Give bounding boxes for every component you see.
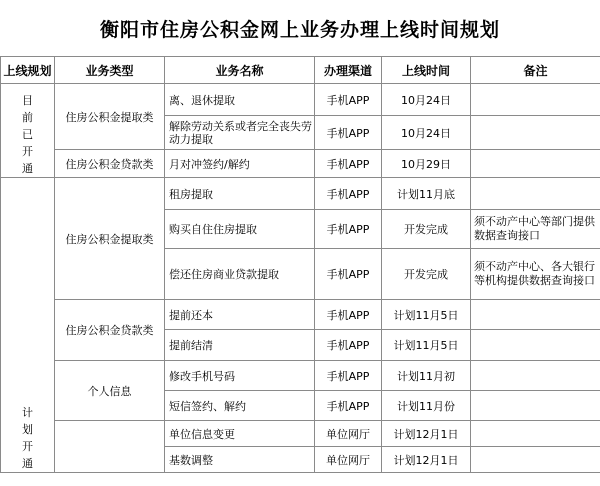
- table-row: [1, 178, 600, 210]
- business-name: 单位信息变更: [165, 421, 315, 447]
- group-planned-label: 计 划 开 通: [22, 406, 33, 470]
- note: [471, 447, 600, 473]
- launch-time: 计划11月5日: [382, 300, 471, 330]
- business-name: 基数调整: [165, 447, 315, 473]
- header-channel: 办理渠道: [315, 57, 382, 84]
- channel: 手机APP: [315, 249, 382, 300]
- group-current: [1, 84, 55, 178]
- launch-time: 10月29日: [382, 150, 471, 178]
- channel: 手机APP: [315, 391, 382, 421]
- group-planned: [1, 178, 55, 473]
- note: 须不动产中心等部门提供数据查询接口: [471, 210, 600, 249]
- business-name: 提前结清: [165, 330, 315, 361]
- business-name: 提前还本: [165, 300, 315, 330]
- note: 须不动产中心、各大银行等机构提供数据查询接口: [471, 249, 600, 300]
- type-loan-planned: 住房公积金贷款类: [55, 300, 165, 361]
- header-plan: 上线规划: [1, 57, 55, 84]
- launch-time: 开发完成: [382, 210, 471, 249]
- business-name: 月对冲签约/解约: [165, 150, 315, 178]
- channel: 单位网厅: [315, 421, 382, 447]
- note: [471, 116, 600, 150]
- launch-time: 计划11月初: [382, 361, 471, 391]
- launch-time: 计划11月5日: [382, 330, 471, 361]
- launch-time: 计划11月底: [382, 178, 471, 210]
- table-row: [1, 150, 600, 178]
- launch-time: 10月24日: [382, 116, 471, 150]
- note: [471, 421, 600, 447]
- type-withdraw-current: 住房公积金提取类: [55, 84, 165, 150]
- type-withdraw-planned: 住房公积金提取类: [55, 178, 165, 300]
- launch-time: 计划11月份: [382, 391, 471, 421]
- channel: 手机APP: [315, 150, 382, 178]
- channel: 单位网厅: [315, 447, 382, 473]
- type-unit: [55, 421, 165, 473]
- channel: 手机APP: [315, 330, 382, 361]
- channel: 手机APP: [315, 361, 382, 391]
- header-note: 备注: [471, 57, 600, 84]
- type-personal: 个人信息: [55, 361, 165, 421]
- note: [471, 361, 600, 391]
- document-title: 衡阳市住房公积金网上业务办理上线时间规划: [99, 18, 500, 41]
- channel: 手机APP: [315, 210, 382, 249]
- business-name: 离、退休提取: [165, 84, 315, 116]
- business-name: 短信签约、解约: [165, 391, 315, 421]
- table-row: [1, 84, 600, 116]
- business-name: 租房提取: [165, 178, 315, 210]
- header-name: 业务名称: [165, 57, 315, 84]
- note: [471, 330, 600, 361]
- type-loan-current: 住房公积金贷款类: [55, 150, 165, 178]
- launch-time: 计划12月1日: [382, 421, 471, 447]
- business-name: 修改手机号码: [165, 361, 315, 391]
- table-row: [1, 421, 600, 447]
- header-time: 上线时间: [382, 57, 471, 84]
- header-type: 业务类型: [55, 57, 165, 84]
- header-row: [1, 57, 600, 84]
- group-current-label: 目 前 已 开 通: [22, 94, 33, 175]
- note: [471, 391, 600, 421]
- note: [471, 84, 600, 116]
- note: [471, 178, 600, 210]
- business-name: 偿还住房商业贷款提取: [165, 249, 315, 300]
- launch-time: 开发完成: [382, 249, 471, 300]
- note: [471, 300, 600, 330]
- launch-time: 计划12月1日: [382, 447, 471, 473]
- channel: 手机APP: [315, 84, 382, 116]
- table-row: [1, 361, 600, 391]
- business-name: 购买自住住房提取: [165, 210, 315, 249]
- note: [471, 150, 600, 178]
- launch-time: 10月24日: [382, 84, 471, 116]
- table-row: [1, 300, 600, 330]
- channel: 手机APP: [315, 116, 382, 150]
- channel: 手机APP: [315, 178, 382, 210]
- channel: 手机APP: [315, 300, 382, 330]
- business-name: 解除劳动关系或者完全丧失劳动力提取: [165, 116, 315, 150]
- plan-table: [0, 56, 600, 473]
